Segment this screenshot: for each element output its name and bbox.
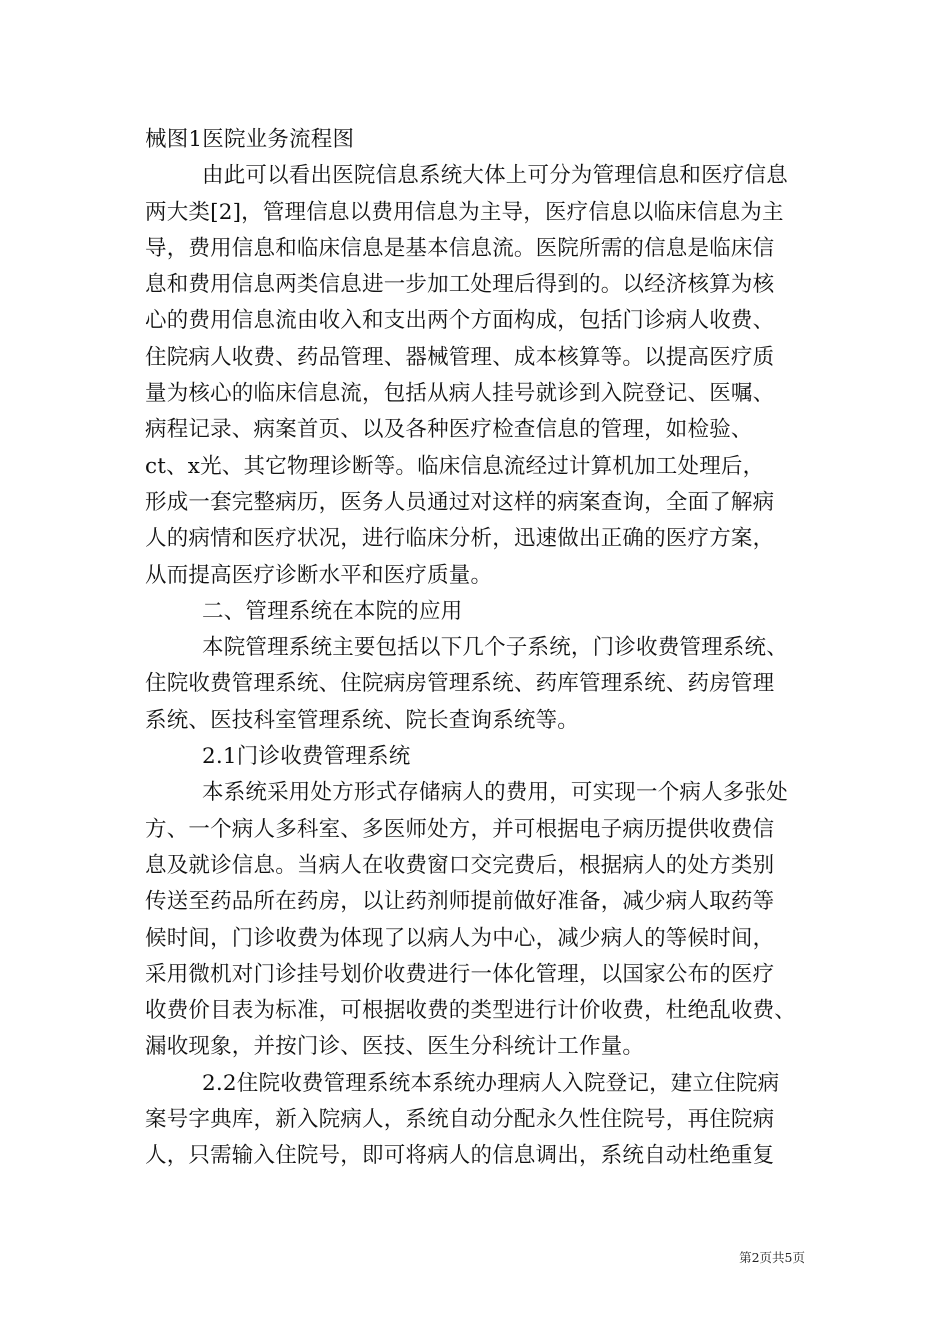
text-line: 由此可以看出医院信息系统大体上可分为管理信息和医疗信息 <box>202 163 788 189</box>
text-line: 系统、医技科室管理系统、院长查询系统等。 <box>145 707 580 733</box>
document-body <box>145 122 825 1175</box>
section-heading: 二、管理系统在本院的应用 <box>202 598 463 624</box>
text-line: 收费价目表为标准，可根据收费的类型进行计价收费，杜绝乱收费、 <box>145 998 797 1024</box>
text-line: 息和费用信息两类信息进一步加工处理后得到的。以经济核算为核 <box>145 272 775 298</box>
text-line: 导，费用信息和临床信息是基本信息流。医院所需的信息是临床信 <box>145 235 775 261</box>
text-line: 两大类[2]，管理信息以费用信息为主导，医疗信息以临床信息为主 <box>145 199 784 225</box>
text-line: 传送至药品所在药房，以让药剂师提前做好准备，减少病人取药等 <box>145 889 775 915</box>
text-line: 人，只需输入住院号，即可将病人的信息调出，系统自动杜绝重复 <box>145 1143 775 1169</box>
subsection-heading: 2.1门诊收费管理系统 <box>202 744 411 770</box>
page-number: 第2页共5页 <box>739 1250 805 1265</box>
text-line: 案号字典库，新入院病人，系统自动分配永久性住院号，再住院病 <box>145 1107 775 1133</box>
text-line: 从而提高医疗诊断水平和医疗质量。 <box>145 562 493 588</box>
text-line: 候时间，门诊收费为体现了以病人为中心，减少病人的等候时间， <box>145 925 775 951</box>
text-line: 形成一套完整病历，医务人员通过对这样的病案查询，全面了解病 <box>145 489 775 515</box>
text-line: 住院收费管理系统、住院病房管理系统、药库管理系统、药房管理 <box>145 671 775 697</box>
text-line: 方、一个病人多科室、多医师处方，并可根据电子病历提供收费信 <box>145 816 775 842</box>
text-line: 漏收现象，并按门诊、医技、医生分科统计工作量。 <box>145 1034 645 1060</box>
figure-caption: 械图1医院业务流程图 <box>145 127 355 152</box>
text-line: 本系统采用处方形式存储病人的费用，可实现一个病人多张处 <box>202 780 788 806</box>
text-line: ct、x光、其它物理诊断等。临床信息流经过计算机加工处理后， <box>145 453 765 479</box>
text-line: 息及就诊信息。当病人在收费窗口交完费后，根据病人的处方类别 <box>145 852 775 878</box>
text-line: 住院病人收费、药品管理、器械管理、成本核算等。以提高医疗质 <box>145 344 775 370</box>
text-line: 病程记录、病案首页、以及各种医疗检查信息的管理，如检验、 <box>145 417 753 443</box>
text-line: 人的病情和医疗状况，进行临床分析，迅速做出正确的医疗方案， <box>145 526 775 552</box>
text-line: 心的费用信息流由收入和支出两个方面构成，包括门诊病人收费、 <box>145 308 775 334</box>
text-line: 本院管理系统主要包括以下几个子系统，门诊收费管理系统、 <box>202 635 788 661</box>
text-line: 采用微机对门诊挂号划价收费进行一体化管理，以国家公布的医疗 <box>145 961 775 987</box>
subsection-heading-line: 2.2住院收费管理系统本系统办理病人入院登记，建立住院病 <box>202 1070 780 1096</box>
text-line: 量为核心的临床信息流，包括从病人挂号就诊到入院登记、医嘱、 <box>145 381 775 407</box>
